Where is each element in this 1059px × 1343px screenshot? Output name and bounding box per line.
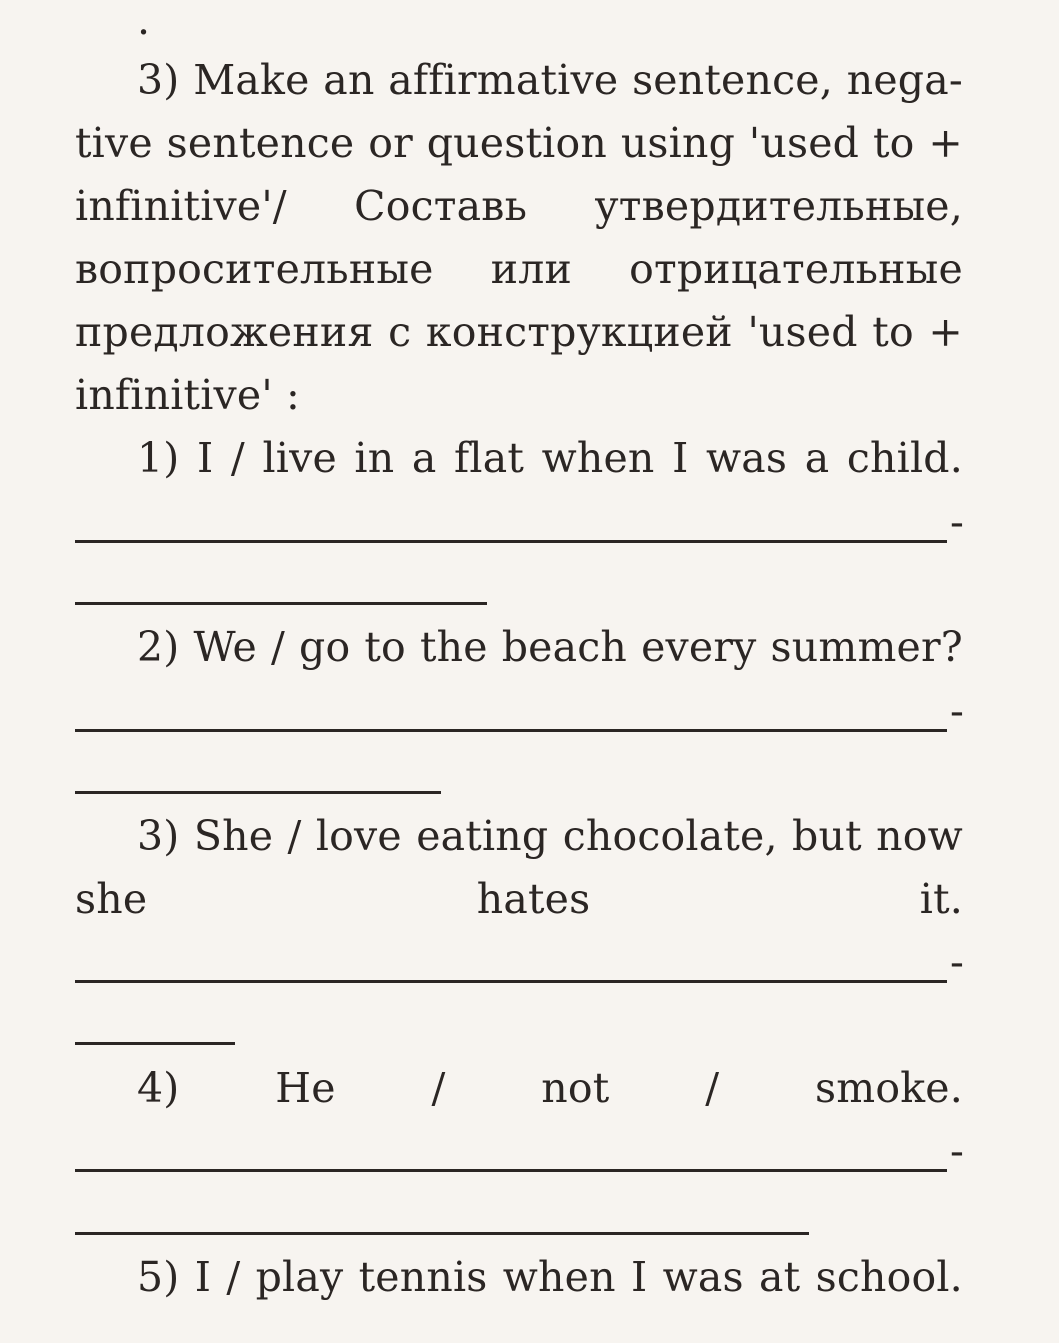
word: 'used bbox=[747, 308, 858, 356]
word: / bbox=[230, 434, 245, 482]
answer-line-2a[interactable] bbox=[75, 729, 947, 732]
word: She bbox=[193, 812, 274, 860]
exercise-item-3-line-2 bbox=[75, 875, 963, 923]
word: was bbox=[662, 1253, 744, 1301]
word: a bbox=[411, 434, 437, 482]
instruction-line-1 bbox=[137, 56, 963, 104]
instruction-line-6 bbox=[75, 371, 963, 419]
word: eating bbox=[416, 812, 549, 860]
word: I bbox=[194, 1253, 212, 1301]
word: We bbox=[193, 623, 257, 671]
word: / bbox=[431, 1064, 446, 1112]
word: an bbox=[323, 56, 375, 104]
word: / bbox=[226, 1253, 241, 1301]
word: 'used bbox=[748, 119, 860, 167]
instruction-line-4 bbox=[75, 245, 963, 293]
word: at bbox=[759, 1253, 801, 1301]
word: предложения bbox=[75, 308, 374, 356]
word: or bbox=[368, 119, 413, 167]
exercise-item-3-line-1 bbox=[137, 812, 963, 860]
word: but bbox=[792, 812, 862, 860]
answer-line-1b[interactable] bbox=[75, 602, 487, 605]
word: 3) bbox=[137, 56, 180, 104]
word: play bbox=[255, 1253, 344, 1301]
word: beach bbox=[501, 623, 628, 671]
word: конструкцией bbox=[425, 308, 733, 356]
word: + bbox=[928, 119, 963, 167]
word: nega- bbox=[846, 56, 963, 104]
word: / bbox=[705, 1064, 720, 1112]
answer-line-3a[interactable] bbox=[75, 980, 947, 983]
word: Make bbox=[193, 56, 310, 104]
hyphen-1: - bbox=[950, 498, 964, 546]
exercise-item-5 bbox=[137, 1253, 963, 1301]
word: child. bbox=[846, 434, 963, 482]
word: / bbox=[270, 623, 285, 671]
word: go bbox=[299, 623, 351, 671]
word: + bbox=[928, 308, 963, 356]
answer-line-2b[interactable] bbox=[75, 791, 441, 794]
hyphen-2: - bbox=[950, 687, 964, 735]
word: not bbox=[541, 1064, 610, 1112]
word: when bbox=[502, 1253, 616, 1301]
word: the bbox=[419, 623, 488, 671]
word: was bbox=[705, 434, 788, 482]
instruction-line-2 bbox=[75, 119, 963, 167]
word: или bbox=[490, 245, 573, 293]
word: question bbox=[426, 119, 607, 167]
word: school. bbox=[815, 1253, 963, 1301]
word: in bbox=[354, 434, 395, 482]
exercise-item-4 bbox=[137, 1064, 963, 1112]
word: it. bbox=[919, 875, 963, 923]
word: affirmative bbox=[388, 56, 619, 104]
word: to bbox=[872, 119, 915, 167]
exercise-item-2 bbox=[137, 623, 963, 671]
hyphen-3: - bbox=[950, 938, 964, 986]
answer-line-4b[interactable] bbox=[75, 1232, 809, 1235]
word: с bbox=[388, 308, 412, 356]
word: infinitive'/ bbox=[75, 182, 287, 230]
word: sentence bbox=[166, 119, 355, 167]
word: 4) bbox=[137, 1064, 180, 1112]
word: smoke. bbox=[815, 1064, 963, 1112]
word: I bbox=[197, 434, 214, 482]
instruction-line-5 bbox=[75, 308, 963, 356]
hyphen-4: - bbox=[950, 1127, 964, 1175]
word: chocolate, bbox=[562, 812, 778, 860]
word: to bbox=[364, 623, 406, 671]
answer-line-1a[interactable] bbox=[75, 540, 947, 543]
word: / bbox=[287, 812, 302, 860]
leading-dot: . bbox=[137, 0, 151, 44]
word: I bbox=[630, 1253, 648, 1301]
word: when bbox=[541, 434, 655, 482]
word: flat bbox=[454, 434, 525, 482]
word: вопросительные bbox=[75, 245, 434, 293]
word: 3) bbox=[137, 812, 180, 860]
answer-line-4a[interactable] bbox=[75, 1169, 947, 1172]
word: 1) bbox=[137, 434, 180, 482]
word: 2) bbox=[137, 623, 180, 671]
word: now bbox=[876, 812, 963, 860]
word: live bbox=[262, 434, 337, 482]
instruction-line-3 bbox=[75, 182, 963, 230]
word: sentence, bbox=[632, 56, 833, 104]
word: love bbox=[315, 812, 402, 860]
word: using bbox=[620, 119, 736, 167]
word: утвердительные, bbox=[594, 182, 963, 230]
word: tennis bbox=[358, 1253, 488, 1301]
word: Составь bbox=[354, 182, 528, 230]
word: He bbox=[275, 1064, 336, 1112]
word: summer? bbox=[770, 623, 963, 671]
exercise-item-1 bbox=[137, 434, 963, 482]
word: every bbox=[641, 623, 757, 671]
word: tive bbox=[75, 119, 153, 167]
word: to bbox=[872, 308, 914, 356]
word: a bbox=[804, 434, 830, 482]
answer-line-3b[interactable] bbox=[75, 1042, 235, 1045]
word: : bbox=[286, 371, 301, 419]
word: 5) bbox=[137, 1253, 180, 1301]
word: I bbox=[672, 434, 689, 482]
word: she bbox=[75, 875, 148, 923]
word: отрицательные bbox=[629, 245, 963, 293]
word: infinitive' bbox=[75, 371, 273, 419]
word: hates bbox=[476, 875, 591, 923]
